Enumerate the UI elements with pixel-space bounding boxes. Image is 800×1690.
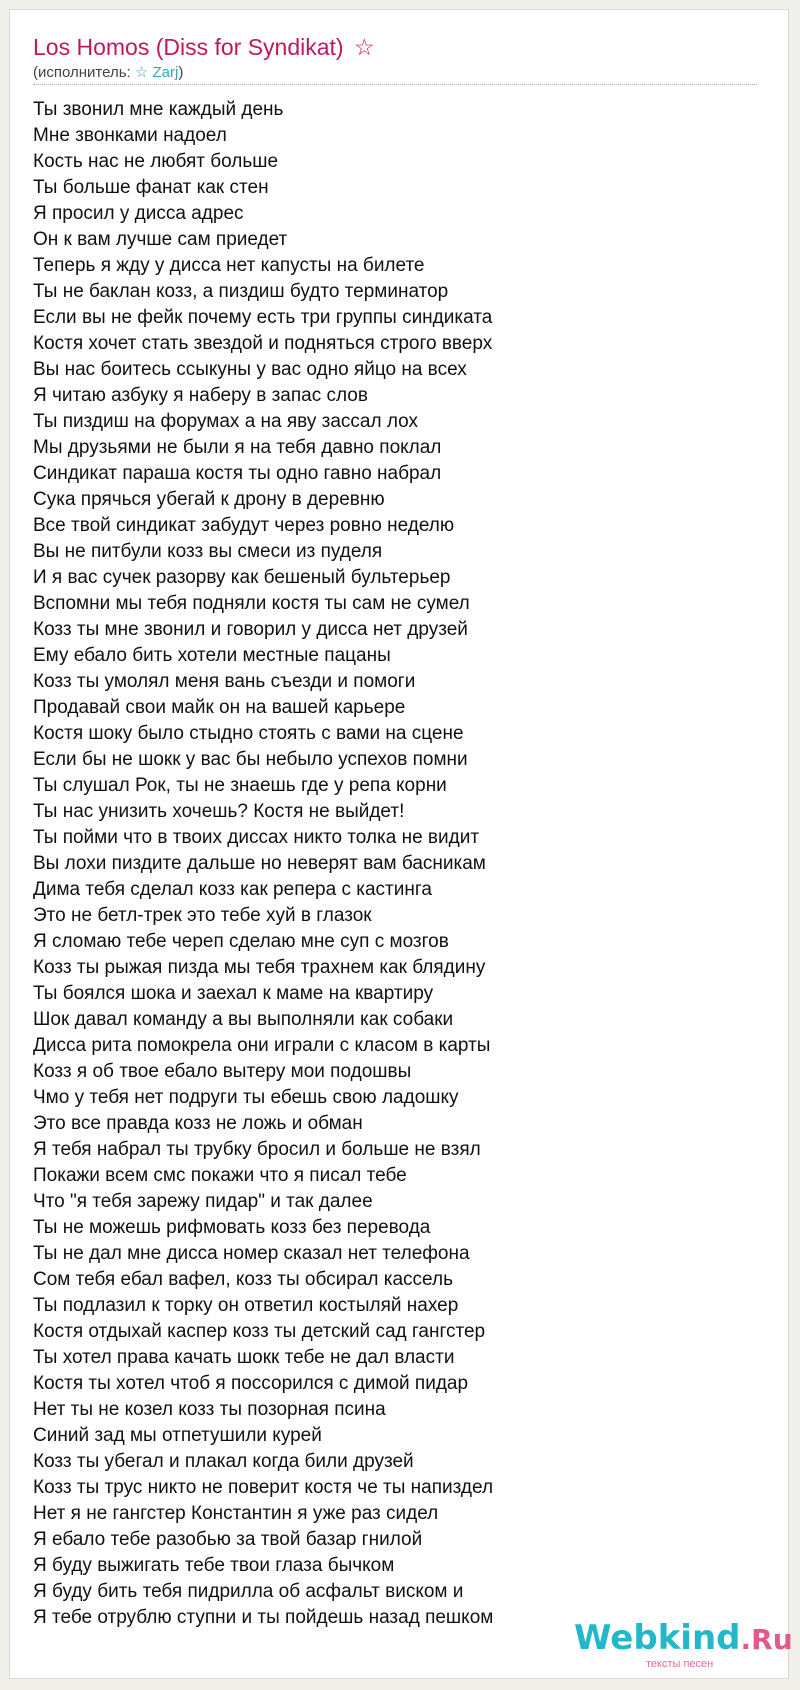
lyric-line: Нет ты не козел козз ты позорная псина bbox=[33, 1399, 386, 1420]
artist-prefix: (исполнитель: bbox=[33, 64, 135, 81]
logo-main: Webkind bbox=[574, 1618, 741, 1658]
lyric-line: Я буду выжигать тебе твои глаза бычком bbox=[33, 1555, 395, 1576]
lyric-line: Теперь я жду у дисса нет капусты на билете bbox=[33, 255, 425, 276]
lyric-line: И я вас сучек разорву как бешеный бультерьер bbox=[33, 567, 451, 588]
site-logo[interactable] bbox=[574, 1618, 793, 1658]
lyric-line: Я сломаю тебе череп сделаю мне суп с мозгов bbox=[33, 931, 449, 952]
lyric-line: Шок давал команду а вы выполняли как собаки bbox=[33, 1009, 454, 1030]
title-divider bbox=[33, 84, 757, 85]
lyric-line: Ты звонил мне каждый день bbox=[33, 99, 284, 120]
lyric-line: Если бы не шокк у вас бы небыло успехов помни bbox=[33, 749, 468, 770]
lyric-line: Вы не питбули козз вы смеси из пуделя bbox=[33, 541, 383, 562]
lyric-line: Ты слушал Рок, ты не знаешь где у репа корни bbox=[33, 775, 447, 796]
lyric-line: Он к вам лучше сам приедет bbox=[33, 229, 288, 250]
lyric-line: Вспомни мы тебя подняли костя ты сам не сумел bbox=[33, 593, 470, 614]
lyric-line: Козз ты убегал и плакал когда били друзей bbox=[33, 1451, 414, 1472]
lyric-line: Кость нас не любят больше bbox=[33, 151, 279, 172]
lyric-line: Ему ебало бить хотели местные пацаны bbox=[33, 645, 391, 666]
lyrics-text bbox=[33, 97, 763, 1631]
lyric-line: Ты не баклан козз, а пиздиш будто терминатор bbox=[33, 281, 449, 302]
favorite-star-icon[interactable]: ☆ bbox=[353, 34, 375, 60]
lyric-line: Что "я тебя зарежу пидар" и так далее bbox=[33, 1191, 373, 1212]
lyric-line: Козз ты трус никто не поверит костя че ты напиздел bbox=[33, 1477, 494, 1498]
lyric-line: Вы нас боитесь ссыкуны у вас одно яйцо на всех bbox=[33, 359, 467, 380]
lyric-line: Костя ты хотел чтоб я поссорился с димой пидар bbox=[33, 1373, 469, 1394]
lyric-line: Все твой синдикат забудут через ровно неделю bbox=[33, 515, 455, 536]
artist-suffix: ) bbox=[178, 64, 184, 81]
lyric-line: Я тебе отрублю ступни и ты пойдешь назад пешком bbox=[33, 1607, 494, 1628]
artist-link[interactable]: ☆ Zarj bbox=[134, 64, 179, 81]
lyric-line: Мы друзьями не были я на тебя давно поклал bbox=[33, 437, 442, 458]
artist-line bbox=[33, 63, 183, 81]
lyric-line: Козз ты умолял меня вань съезди и помоги bbox=[33, 671, 416, 692]
lyric-line: Ты не можешь рифмовать козз без перевода bbox=[33, 1217, 431, 1238]
lyric-line: Это не бетл-трек это тебе хуй в глазок bbox=[33, 905, 372, 926]
lyric-line: Я тебя набрал ты трубку бросил и больше не взял bbox=[33, 1139, 481, 1160]
song-title-text[interactable]: Los Homos (Diss for Syndikat) bbox=[33, 34, 344, 60]
lyric-line: Я просил у дисса адрес bbox=[33, 203, 244, 224]
lyric-line: Я буду бить тебя пидрилла об асфальт виском и bbox=[33, 1581, 464, 1602]
lyric-line: Я ебало тебе разобью за твой базар гнилой bbox=[33, 1529, 423, 1550]
lyric-line: Костя хочет стать звездой и подняться строго вверх bbox=[33, 333, 493, 354]
lyric-line: Ты нас унизить хочешь? Костя не выйдет! bbox=[33, 801, 405, 822]
logo-tagline: тексты песен bbox=[646, 1658, 714, 1670]
lyric-line: Я читаю азбуку я наберу в запас слов bbox=[33, 385, 368, 406]
lyric-line: Покажи всем смс покажи что я писал тебе bbox=[33, 1165, 407, 1186]
lyric-line: Козз ты мне звонил и говорил у дисса нет друзей bbox=[33, 619, 468, 640]
lyric-line: Вы лохи пиздите дальше но неверят вам басникам bbox=[33, 853, 486, 874]
lyric-line: Ты не дал мне дисса номер сказал нет телефона bbox=[33, 1243, 470, 1264]
song-title[interactable] bbox=[33, 34, 375, 61]
lyric-line: Мне звонками надоел bbox=[33, 125, 227, 146]
lyric-line: Ты больше фанат как стен bbox=[33, 177, 269, 198]
lyric-line: Ты хотел права качать шокк тебе не дал власти bbox=[33, 1347, 455, 1368]
lyric-line: Ты боялся шока и заехал к маме на квартиру bbox=[33, 983, 434, 1004]
lyric-line: Продавай свои майк он на вашей карьере bbox=[33, 697, 406, 718]
lyric-line: Сом тебя ебал вафел, козз ты обсирал кассель bbox=[33, 1269, 453, 1290]
lyric-line: Ты пиздиш на форумах а на яву зассал лох bbox=[33, 411, 419, 432]
lyric-line: Это все правда козз не ложь и обман bbox=[33, 1113, 363, 1134]
lyric-line: Если вы не фейк почему есть три группы синдиката bbox=[33, 307, 493, 328]
lyric-line: Дисса рита помокрела они играли с класом в карты bbox=[33, 1035, 491, 1056]
lyric-line: Ты пойми что в твоих диссах никто толка не видит bbox=[33, 827, 480, 848]
lyric-line: Козз ты рыжая пизда мы тебя трахнем как блядину bbox=[33, 957, 486, 978]
lyric-line: Ты подлазил к торку он ответил костыляй нахер bbox=[33, 1295, 459, 1316]
lyric-line: Синий зад мы отпетушили курей bbox=[33, 1425, 322, 1446]
lyric-line: Костя шоку было стыдно стоять с вами на сцене bbox=[33, 723, 464, 744]
lyric-line: Сука прячься убегай к дрону в деревню bbox=[33, 489, 385, 510]
lyric-line: Чмо у тебя нет подруги ты ебешь свою ладошку bbox=[33, 1087, 459, 1108]
lyric-line: Синдикат параша костя ты одно гавно набрал bbox=[33, 463, 442, 484]
lyric-line: Нет я не гангстер Константин я уже раз сидел bbox=[33, 1503, 439, 1524]
lyric-line: Козз я об твое ебало вытеру мои подошвы bbox=[33, 1061, 412, 1082]
logo-suffix: .Ru bbox=[740, 1623, 793, 1656]
lyric-line: Костя отдыхай каспер козз ты детский сад гангстер bbox=[33, 1321, 486, 1342]
lyric-line: Дима тебя сделал козз как репера с кастинга bbox=[33, 879, 432, 900]
